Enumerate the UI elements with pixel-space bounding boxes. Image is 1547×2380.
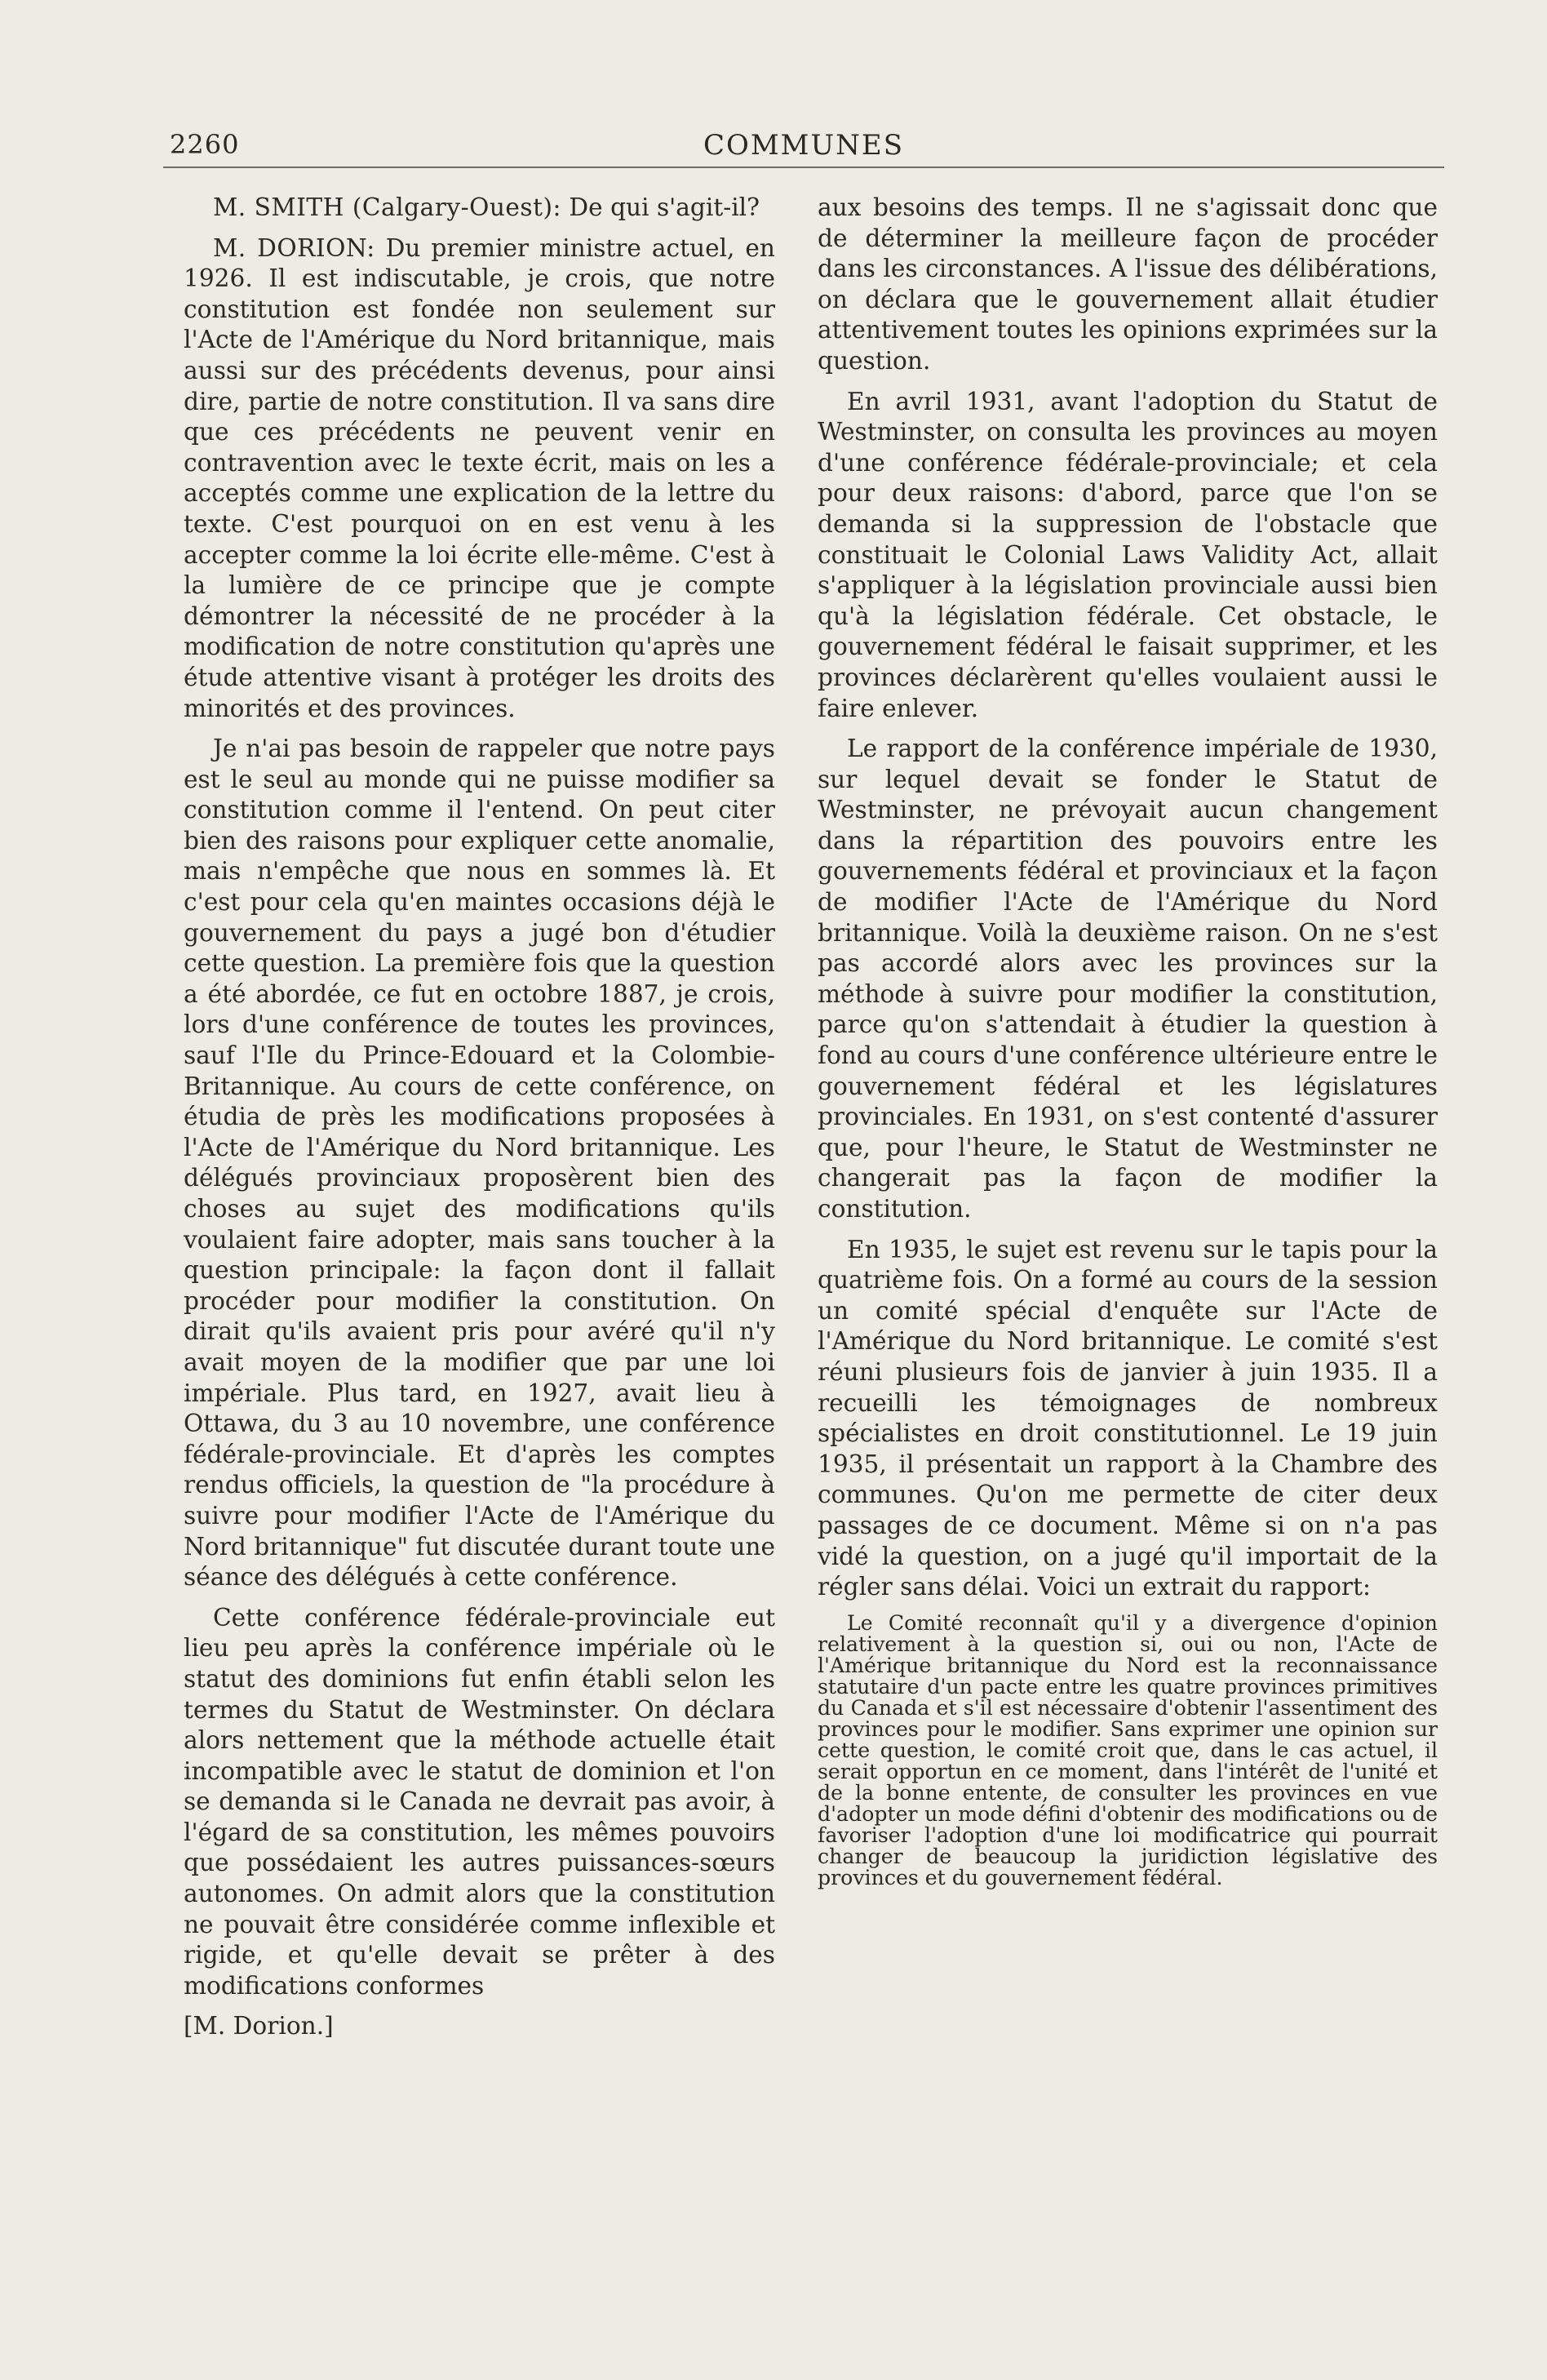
paragraph-text: Cette conférence fédérale-provinciale eut lieu peu après la conférence impériale où le statut des dominions fut enfin établi selon les termes du Statut de Westminster. On déclara alors nettement que la méthode actuelle était incompatible avec le statut de dominion et l'on se demanda si le Canada ne devrait pas avoir, à l'égard de sa constitution, les mêmes pouvoirs que possédaient les autres puissances-sœurs autonomes. On admit alors que la constitution ne pouvait être considérée comme inflexible et rigide, et qu'elle devait se prêter à des modifications conformes (184, 1603, 775, 2000)
page-header (163, 129, 1444, 168)
paragraph: Le rapport de la conférence impériale de 1930, sur lequel devait se fonder le Statut de Westminster, ne prévoyait aucun changement dans la répartition des pouvoirs entre les gouvernements fédéral et provinciaux et la façon de modifier l'Acte de l'Amérique du Nord britannique. Voilà la deuxième raison. On ne s'est pas accordé alors avec les provinces sur la méthode à suivre pour modifier la constitution, parce qu'on s'attendait à étudier la question à fond au cours d'une conférence ultérieure entre le gouvernement fédéral et les législatures provinciales. En 1931, on s'est contenté d'assurer que, pour l'heure, le Statut de Westminster ne changerait pas la façon de modifier la constitution. (818, 735, 1438, 1223)
paragraph: En 1935, le sujet est revenu sur le tapis pour la quatrième fois. On a formé au cours de la session un comité spécial d'enquête sur l'Acte de l'Amérique du Nord britannique. Le comité s'est réuni plusieurs fois de janvier à juin 1935. Il a recueilli les témoignages de nombreux spécialistes en droit constitutionnel. Le 19 juin 1935, il présentait un rapport à la Chambre des communes. Qu'on me permette de citer deux passages de ce document. Même si on n'a pas vidé la question, on a jugé qu'il importait de la régler sans délai. Voici un extrait du rapport: (818, 1235, 1438, 1601)
speech-text: De qui s'agit-il? (561, 193, 760, 221)
paragraph-continued: aux besoins des temps. Il ne s'agissait donc que de déterminer la meilleure façon de procéder dans les circonstances. A l'issue des délibérations, on déclara que le gouvernement allait étudier attentivement toutes les opinions exprimées sur la question. (818, 193, 1438, 375)
paragraph-text: Je n'ai pas besoin de rappeler que notre pays est le seul au monde qui ne puisse modifier sa constitution comme il l'entend. On peut citer bien des raisons pour expliquer cette anomalie, mais n'empêche que nous en sommes là. Et c'est pour cela qu'en maintes occasions déjà le gouvernement du pays a jugé bon d'étudier cette question. La première fois que la question a été abordée, ce fut en octobre 1887, je crois, lors d'une conférence de toutes les provinces, sauf l'Ile du Prince-Edouard et la Colombie-Britannique. Au cours de cette conférence, on étudia de près les modifications proposées à l'Acte de l'Amérique du Nord britannique. Les délégués provinciaux proposèrent bien des choses au sujet des modifications qu'ils voulaient faire adopter, mais sans toucher à la question principale: la façon dont il fallait procéder pour modifier la constitution. On dirait qu'ils avaient pris pour avéré qu'il n'y avait moyen de la modifier que par une loi impériale. Plus tard, en 1927, avait lieu à Ottawa, du 3 au 10 novembre, une conférence fédérale-provinciale. Et d'après les comptes rendus officiels, la question de "la procédure à suivre pour modifier l'Acte de l'Amérique du Nord britannique" fut discutée durant toute une séance des délégués à cette conférence. (184, 735, 775, 1592)
speaker-name: M. DORION: (213, 233, 375, 262)
header-title: COMMUNES (703, 129, 905, 162)
paragraph (184, 1603, 775, 2002)
paragraph: En avril 1931, avant l'adoption du Statut de Westminster, on consulta les provinces au moyen d'une conférence fédérale-provinciale; et cela pour deux raisons: d'abord, parce que l'on se demanda si la suppression de l'obstacle que constituait le Colonial Laws Validity Act, allait s'appliquer à la législation provinciale aussi bien qu'à la législation fédérale. Cet obstacle, le gouvernement fédéral le faisait supprimer, et les provinces déclarèrent qu'elles voulaient aussi le faire enlever. (818, 387, 1438, 722)
paragraph-smith (184, 193, 775, 224)
paragraph-dorion (184, 233, 775, 725)
speech-text: Du premier ministre actuel, en 1926. Il est indiscutable, je crois, que notre constitution est fondée non seulement sur l'Acte de l'Amérique du Nord britannique, mais aussi sur des précédents devenus, pour ainsi dire, partie de notre constitution. Il va sans dire que ces précédents ne peuvent venir en contravention avec le texte écrit, mais on les a acceptés comme une explication de la lettre du texte. C'est pourquoi on en est venu à les accepter comme la loi écrite elle-même. C'est à la lumière de ce principe que je compte démontrer la nécessité de ne procéder à la modification de notre constitution qu'après une étude attentive visant à protéger les droits des minorités et des provinces. (184, 233, 775, 722)
report-quote: Le Comité reconnaît qu'il y a divergence d'opinion relativement à la question si, oui ou non, l'Acte de l'Amérique britannique du Nord est la reconnaissance statutaire d'un pacte entre les quatre provinces primitives du Canada et s'il est nécessaire d'obtenir l'assentiment des provinces pour le modifier. Sans exprimer une opinion sur cette question, le comité croit que, dans le cas actuel, il serait opportun en ce moment, dans l'intérêt de l'unité et de la bonne entente, de consulter les provinces en vue d'adopter un mode défini d'obtenir des modifications ou de favoriser l'adoption d'une loi modificatrice qui pourrait changer de beaucoup la juridiction législative des provinces et du gouvernement fédéral. (818, 1610, 1438, 1889)
paragraph (184, 734, 775, 1593)
speaker-name: M. SMITH (Calgary-Ouest): (213, 193, 562, 221)
speaker-signature: [M. Dorion.] (184, 2012, 334, 2040)
page-number: 2260 (170, 129, 240, 160)
left-column (184, 193, 775, 2052)
right-column (818, 193, 1438, 1898)
